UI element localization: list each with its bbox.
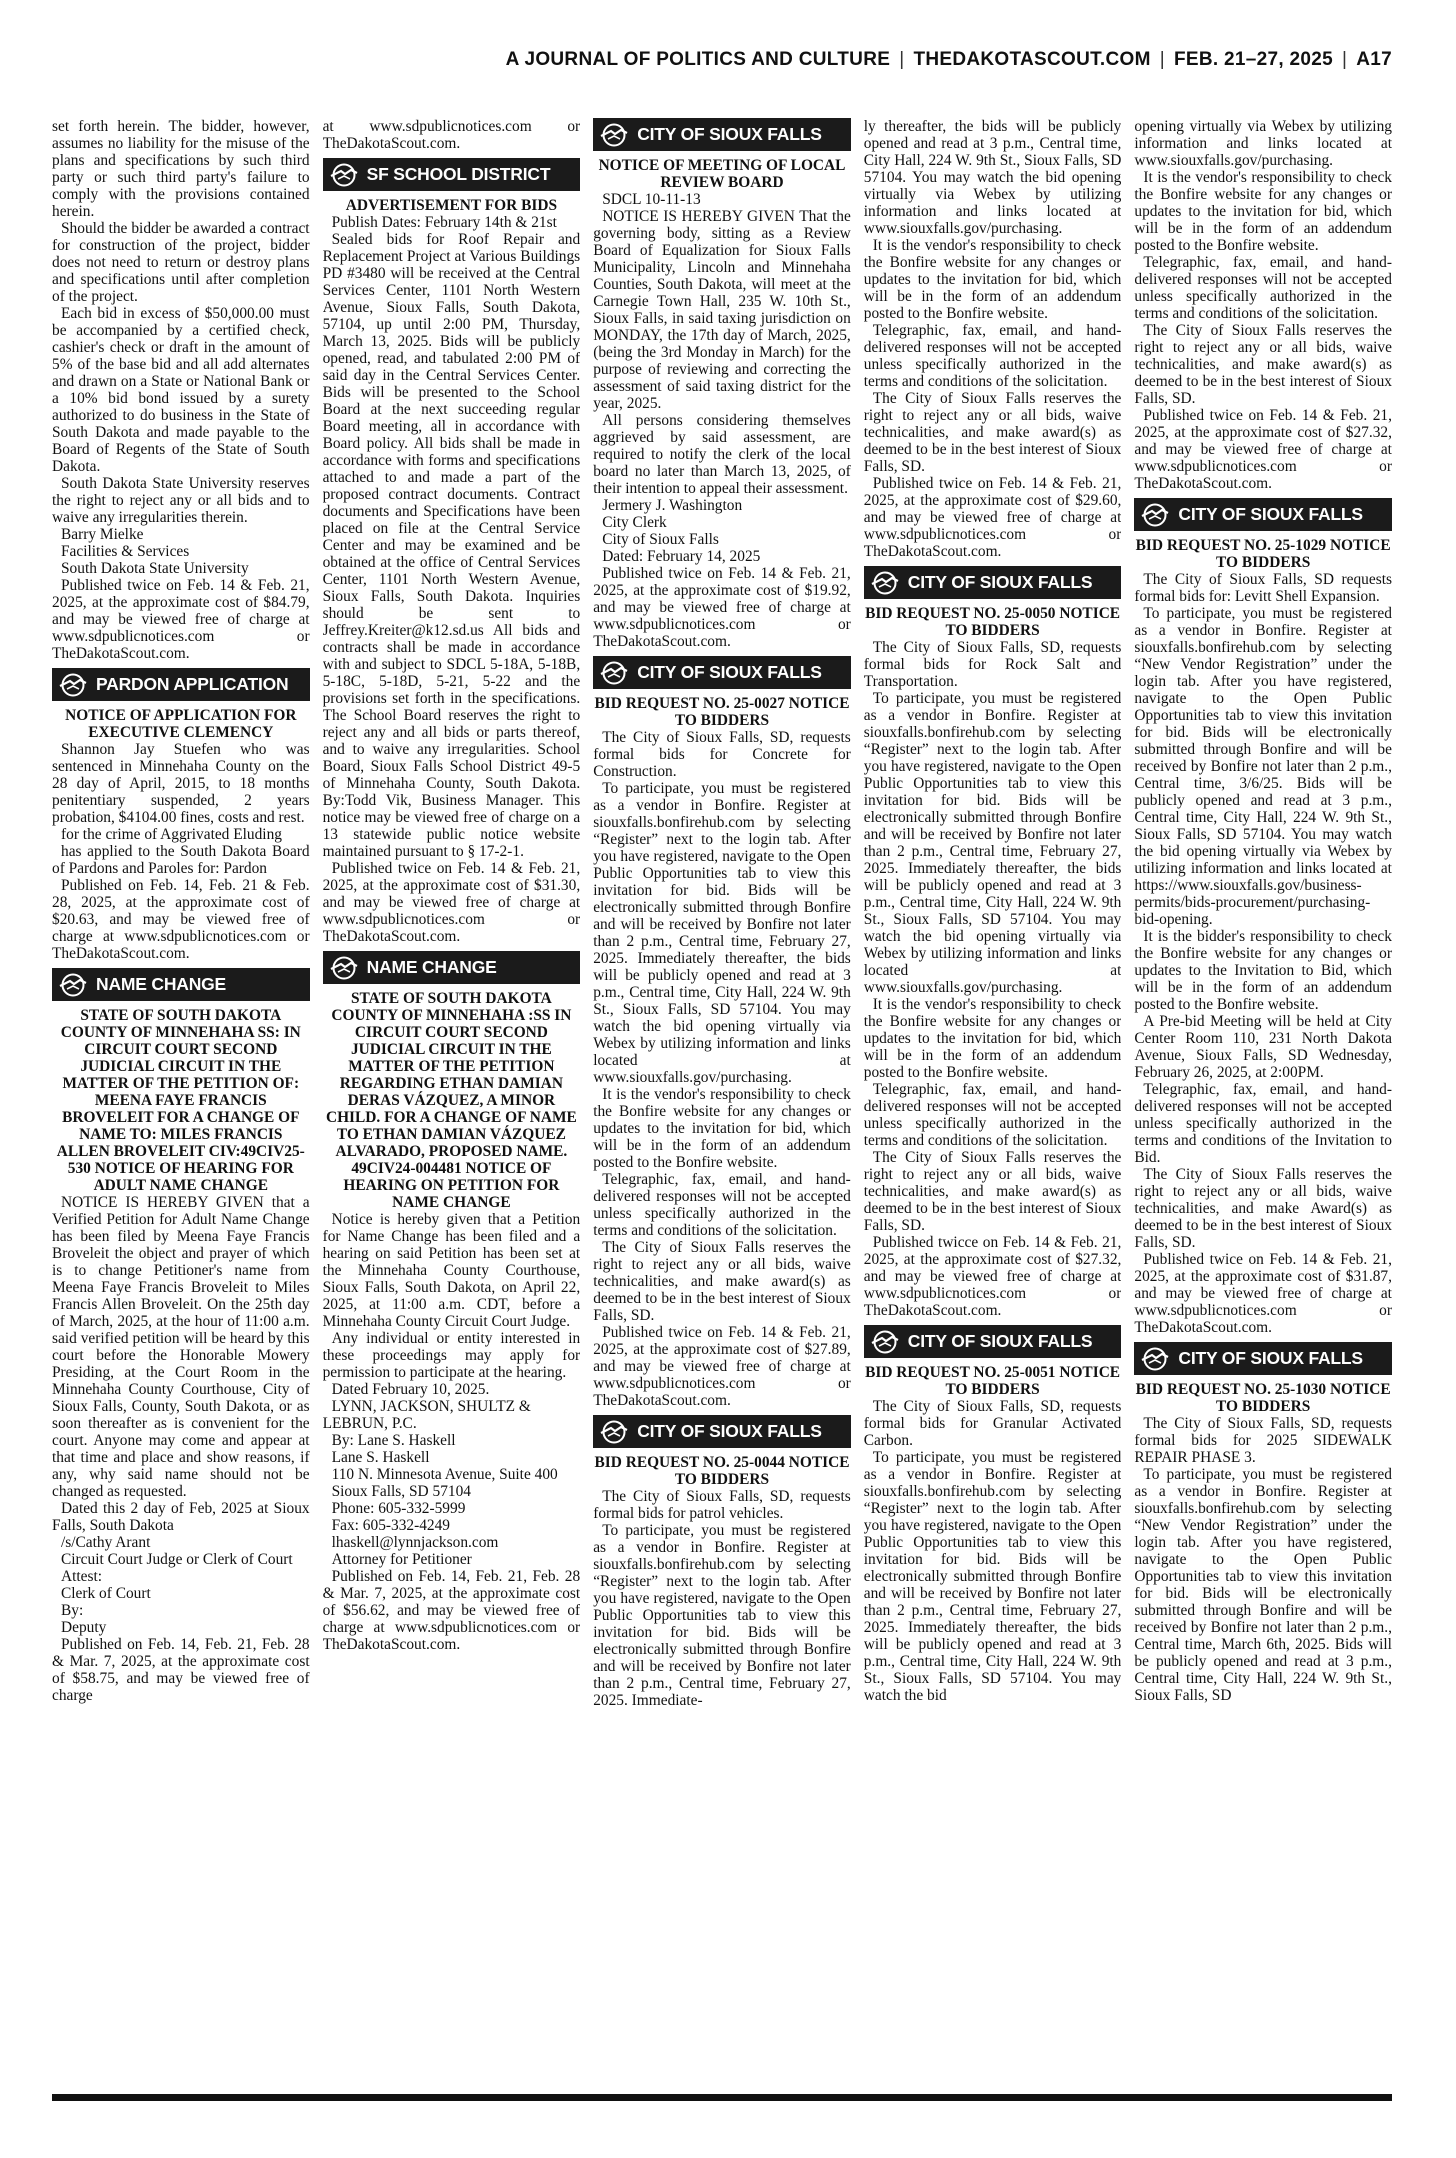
notice-paragraph: opening virtually via Webex by utilizing information and links located at www.siouxfalls.gov/purchasing. bbox=[1134, 118, 1392, 169]
notice-paragraph: The City of Sioux Falls reserves the right to reject any or all bids, waive technicalities, and make Award(s) as deemed to be in the best interest of Sioux Falls, SD. bbox=[1134, 1166, 1392, 1251]
notice-paragraph: Notice is hereby given that a Petition for Name Change has been filed and a hearing on said Petition has been set at the Minnehaha County Courthouse, Sioux Falls, South Dakota, on April 22, 2025, at 11:00 a.m. CDT, before a Minnehaha County Circuit Court Judge. bbox=[322, 1211, 581, 1330]
signature-line: Phone: 605-332-5999 bbox=[331, 1500, 466, 1517]
notice-paragraph: The City of Sioux Falls, SD, requests formal bids for Granular Activated Carbon. bbox=[863, 1398, 1122, 1449]
notice-title: STATE OF SOUTH DAKOTA COUNTY OF MINNEHAHA SS: IN CIRCUIT COURT SECOND JUDICIAL CIRCUIT IN THE MATTER OF THE PETITION OF: MEENA FAYE FRANCIS BROVELEIT FOR A CHANGE OF NAME TO: MILES FRANCIS ALLEN BROVELEIT CIV:49CIV25-530 NOTICE OF HEARING FOR ADULT NAME CHANGE bbox=[56, 1007, 305, 1194]
notice-paragraph: ly thereafter, the bids will be publicly opened and read at 3 p.m., Central time, City Hall, 224 W. 9th St., Sioux Falls, SD 57104. You may watch the bid opening virtually via Webex by utilizing information and links located at www.siouxfalls.gov/purchasing. bbox=[863, 118, 1122, 237]
publication-note: Published on Feb. 14, Feb. 21, Feb. 28 & Mar. 7, 2025, at the approximate cost of $58.75, and may be viewed free of charge bbox=[52, 1636, 310, 1704]
column-2 bbox=[323, 118, 581, 2080]
banner-label: CITY OF SIOUX FALLS bbox=[907, 572, 1093, 592]
notice-paragraph: NOTICE IS HEREBY GIVEN That the governing body, sitting as a Review Board of Equalization for Sioux Falls Municipality, Lincoln and Minnehaha Counties, South Dakota, will meet at the Carnegie Town Hall, 235 W. 10th St., Sioux Falls, in said taxing jurisdiction on MONDAY, the 17th day of March, 2025, (being the 3rd Monday in March) for the purpose of reviewing and correcting the assessment of said taxing district for the year, 2025. bbox=[593, 208, 851, 412]
publication-note: Published twice on Feb. 14 & Feb. 21, 2025, at the approximate cost of $19.92, and may be viewed free of charge at www.sdpublicnotices.com or TheDakotaScout.com. bbox=[593, 565, 851, 650]
section-banner-pardon-application bbox=[52, 668, 310, 701]
signature-line: 110 N. Minnesota Avenue, Suite 400 bbox=[331, 1466, 558, 1483]
site-name[interactable]: THEDAKOTASCOUT.COM bbox=[913, 49, 1151, 70]
notice-paragraph: The City of Sioux Falls, SD, requests formal bids for patrol vehicles. bbox=[593, 1488, 851, 1522]
notice-paragraph: The City of Sioux Falls, SD, requests formal bids for 2025 SIDEWALK REPAIR PHASE 3. bbox=[1134, 1415, 1392, 1466]
notice-paragraph: The City of Sioux Falls reserves the right to reject any or all bids, waive technicalities, and make award(s) as deemed to be in the best interest of Sioux Falls, SD. bbox=[863, 1149, 1122, 1234]
notice-paragraph: To participate, you must be registered as a vendor in Bonfire. Register at siouxfalls.bonfirehub.com by selecting “Register” next to the login tab. After you have registered, navigate to the Open Public Opportunities tab to view this invitation for bid. Bids will be electronically submitted through Bonfire and will be received by Bonfire not later than 2 p.m., Central time, February 27, 2025. Immediately thereafter, the bids will be publicly opened and read at 3 p.m., Central time, City Hall, 224 W. 9th St., Sioux Falls, SD 57104. You may watch the bid opening virtually via Webex by utilizing information and links located at www.siouxfalls.gov/purchasing. bbox=[863, 690, 1122, 996]
notice-paragraph: has applied to the South Dakota Board of Pardons and Paroles for: Pardon bbox=[52, 843, 310, 877]
masthead-separator: | bbox=[1341, 49, 1348, 70]
section-banner-city-of-sioux-falls bbox=[1134, 498, 1392, 531]
scout-logo-icon bbox=[599, 661, 629, 685]
signature-line: By: bbox=[61, 1602, 84, 1619]
masthead bbox=[52, 47, 1392, 73]
signature-line: Jermery J. Washington bbox=[602, 497, 743, 514]
notice-paragraph: Dated this 2 day of Feb, 2025 at Sioux Falls, South Dakota bbox=[52, 1500, 310, 1534]
signature-line: Circuit Court Judge or Clerk of Court bbox=[61, 1551, 293, 1568]
column-4 bbox=[864, 118, 1122, 2080]
signature-line: Dated February 10, 2025. bbox=[331, 1381, 490, 1398]
signature-line: City of Sioux Falls bbox=[602, 531, 719, 548]
banner-label: CITY OF SIOUX FALLS bbox=[1178, 1348, 1363, 1368]
notice-title: BID REQUEST NO. 25-1030 NOTICE TO BIDDERS bbox=[1135, 1381, 1391, 1415]
banner-label: NAME CHANGE bbox=[366, 957, 497, 977]
section-banner-city-of-sioux-falls bbox=[1134, 1342, 1392, 1375]
signature-line: Attest: bbox=[61, 1568, 103, 1585]
notice-paragraph: South Dakota State University reserves the right to reject any or all bids and to waive any irregularities therein. bbox=[52, 475, 310, 526]
signature-line: Barry Mielke bbox=[61, 526, 144, 543]
notice-paragraph: at www.sdpublicnotices.com or TheDakotaScout.com. bbox=[322, 118, 581, 152]
notice-title: BID REQUEST NO. 25-0027 NOTICE TO BIDDERS bbox=[594, 695, 850, 729]
masthead-separator: | bbox=[899, 49, 905, 70]
signature-line: Dated: February 14, 2025 bbox=[602, 548, 761, 565]
section-banner-city-of-sioux-falls bbox=[864, 1325, 1122, 1358]
scout-logo-icon bbox=[329, 163, 359, 187]
signature-line: Clerk of Court bbox=[61, 1585, 151, 1602]
scout-logo-icon bbox=[58, 673, 88, 697]
publication-note: Published twice on Feb. 14 & Feb. 21, 2025, at the approximate cost of $84.79, and may be viewed free of charge at www.sdpublicnotices.com or TheDakotaScout.com. bbox=[52, 577, 310, 662]
masthead-separator: | bbox=[1159, 49, 1165, 70]
banner-label: CITY OF SIOUX FALLS bbox=[1178, 504, 1363, 524]
notice-paragraph: To participate, you must be registered as a vendor in Bonfire. Register at siouxfalls.bonfirehub.com by selecting “Register” next to the login tab. After you have registered, navigate to the Open Public Opportunities tab to view this invitation for bid. Bids will be electronically submitted through Bonfire and will be received by Bonfire not later than 2 p.m., Central time, February 27, 2025. Immediate- bbox=[593, 1522, 851, 1709]
banner-label: CITY OF SIOUX FALLS bbox=[637, 124, 822, 144]
section-banner-name-change bbox=[323, 951, 581, 984]
signature-line: South Dakota State University bbox=[61, 560, 249, 577]
signature-line: Fax: 605-332-4249 bbox=[331, 1517, 451, 1534]
notice-paragraph: The City of Sioux Falls reserves the right to reject any or all bids, waive technicalities, and make award(s) as deemed to be in the best interest of Sioux Falls, SD. bbox=[1134, 322, 1392, 407]
signature-line: /s/Cathy Arant bbox=[61, 1534, 151, 1551]
signature-line: Deputy bbox=[61, 1619, 107, 1636]
banner-label: CITY OF SIOUX FALLS bbox=[907, 1331, 1093, 1351]
notice-paragraph: Telegraphic, fax, email, and hand-delivered responses will not be accepted unless specifically authorized in the terms and conditions of the Invitation to Bid. bbox=[1134, 1081, 1392, 1166]
notice-paragraph: It is the vendor's responsibility to check the Bonfire website for any changes or updates to the invitation for bid, which will be in the form of an addendum posted to the Bonfire website. bbox=[1134, 169, 1392, 254]
notice-paragraph: Telegraphic, fax, email, and hand-delivered responses will not be accepted unless specifically authorized in the terms and conditions of the solicitation. bbox=[863, 1081, 1122, 1149]
section-banner-city-of-sioux-falls bbox=[593, 1415, 851, 1448]
page-number: A17 bbox=[1356, 49, 1392, 70]
notice-paragraph: NOTICE IS HEREBY GIVEN that a Verified Petition for Adult Name Change has been filed by Meena Faye Francis Broveleit the object and prayer of which is to change Petitioner's name from Meena Faye Francis Broveleit to Miles Francis Allen Broveleit. On the 25th day of March, 2025, at the hour of 11:00 a.m. said verified petition will be heard by this court before the Honorable Mowery Presiding, at the Court Room in the Minnehaha County Courthouse, City of Sioux Falls, County, South Dakota, or as soon thereafter as is convenient for the court. Anyone may come and appear at that time and place and show reasons, if any, why said name should not be changed as requested. bbox=[52, 1194, 310, 1500]
notice-paragraph: Telegraphic, fax, email, and hand-delivered responses will not be accepted unless specifically authorized in the terms and conditions of the solicitation. bbox=[1134, 254, 1392, 322]
publication-note: Published twice on Feb. 14 & Feb. 21, 2025, at the approximate cost of $31.87, and may be viewed free of charge at www.sdpublicnotices.com or TheDakotaScout.com. bbox=[1134, 1251, 1392, 1336]
notice-paragraph: set forth herein. The bidder, however, assumes no liability for the misuse of the plans and specifications by such third party or such third party's failure to comply with the provisions contained herein. bbox=[52, 118, 310, 220]
bottom-rule bbox=[52, 2094, 1392, 2101]
publication-note: Published twice on Feb. 14 & Feb. 21, 2025, at the approximate cost of $27.89, and may be viewed free of charge at www.sdpublicnotices.com or TheDakotaScout.com. bbox=[593, 1324, 851, 1409]
publication-note: Published on Feb. 14, Feb. 21, Feb. 28 & Mar. 7, 2025, at the approximate cost of $56.62, and may be viewed free of charge at www.sdpublicnotices.com or TheDakotaScout.com. bbox=[322, 1568, 581, 1653]
column-5 bbox=[1134, 118, 1392, 2080]
scout-logo-icon bbox=[1140, 503, 1170, 527]
notice-paragraph: It is the vendor's responsibility to check the Bonfire website for any changes or updates to the invitation for bid, which will be in the form of an addendum posted to the Bonfire website. bbox=[863, 237, 1122, 322]
signature-line: Attorney for Petitioner bbox=[331, 1551, 472, 1568]
scout-logo-icon bbox=[870, 571, 900, 595]
signature-line: Facilities & Services bbox=[61, 543, 190, 560]
notice-paragraph: To participate, you must be registered as a vendor in Bonfire. Register at siouxfalls.bonfirehub.com by selecting “New Vendor Registration” under the login tab. After you have registered, navigate to the Open Public Opportunities tab to view this invitation for bid. Bids will be electronically submitted through Bonfire and will be received by Bonfire not later than 2 p.m., Central time, March 6th, 2025. Bids will be publicly opened and read at 3 p.m., Central time, City Hall, 224 W. 9th St., Sioux Falls, SD bbox=[1134, 1466, 1392, 1704]
section-banner-city-of-sioux-falls bbox=[593, 118, 851, 151]
notice-title: ADVERTISEMENT FOR BIDS bbox=[345, 197, 558, 214]
notice-paragraph: Any individual or entity interested in these proceedings may apply for permission to participate at the hearing. bbox=[322, 1330, 581, 1381]
notice-paragraph: Telegraphic, fax, email, and hand-delivered responses will not be accepted unless specifically authorized in the terms and conditions of the solicitation. bbox=[593, 1171, 851, 1239]
notice-paragraph: Should the bidder be awarded a contract for construction of the project, bidder does not need to return or destroy plans and specifications until after completion of the project. bbox=[52, 220, 310, 305]
notice-paragraph: A Pre-bid Meeting will be held at City Center Room 110, 231 North Dakota Avenue, Sioux Falls, SD Wednesday, February 26, 2025, at 2:00PM. bbox=[1134, 1013, 1392, 1081]
notice-paragraph: To participate, you must be registered as a vendor in Bonfire. Register at siouxfalls.bonfirehub.com by selecting “Register” next to the login tab. After you have registered, navigate to the Open Public Opportunities tab to view this invitation for bid. Bids will be electronically submitted through Bonfire and will be received by Bonfire not later than 2 p.m., Central time, February 27, 2025. Immediately thereafter, the bids will be publicly opened and read at 3 p.m., Central time, City Hall, 224 W. 9th St., Sioux Falls, SD 57104. You may watch the bid opening virtually via Webex by utilizing information and links located at www.siouxfalls.gov/purchasing. bbox=[593, 780, 851, 1086]
scout-logo-icon bbox=[329, 956, 359, 980]
notice-paragraph: Publish Dates: February 14th & 21st bbox=[331, 214, 557, 231]
signature-line: By: Lane S. Haskell bbox=[331, 1432, 456, 1449]
notice-paragraph: Sealed bids for Roof Repair and Replacement Project at Various Buildings PD #3480 will be received at the Central Services Center, 1101 North Western Avenue, Sioux Falls, South Dakota, 57104, up until 2:00 PM, Thursday, March 13, 2025. Bids will be publicly opened, read, and tabulated 2:00 PM of said day in the Central Services Center. Bids will be presented to the School Board at the next succeeding regular Board meeting, all in accordance with Board policy. All bids shall be made in accordance with forms and specifications attached to and made a part of the proposed contract documents. Contract documents and Specifications have been placed on file at the Central Service Center and may be examined and be obtained at the office of Central Services Center, 1101 North Western Avenue, Sioux Falls, South Dakota. Inquiries should be sent to Jeffrey.Kreiter@k12.sd.us All bids and contracts shall be made in accordance with and subject to SDCL 5-18A, 5-18B, 5-18C, 5-18D, 5-21, 5-22 and the provisions set forth in the specifications. The School Board reserves the right to reject any and all bids or parts thereof, and to waive any irregularities. School Board, Sioux Falls School District 49-5 of Minnehaha County, South Dakota. By:Todd Vik, Business Manager. This notice may be viewed free of charge on a 13 statewide public notice website maintained pursuant to § 17-2-1. bbox=[322, 231, 581, 860]
banner-label: SF SCHOOL DISTRICT bbox=[366, 164, 551, 184]
notice-paragraph: To participate, you must be registered as a vendor in Bonfire. Register at siouxfalls.bonfirehub.com by selecting “Register” next to the login tab. After you have registered, navigate to the Open Public Opportunities tab to view this invitation for bid. Bids will be electronically submitted through Bonfire and will be received by Bonfire not later than 2 p.m., Central time, February 27, 2025. Immediately thereafter, the bids will be publicly opened and read at 3 p.m., Central time, City Hall, 224 W. 9th St., Sioux Falls, SD 57104. You may watch the bid bbox=[863, 1449, 1122, 1704]
scout-logo-icon bbox=[58, 973, 88, 997]
notice-title: BID REQUEST NO. 25-1029 NOTICE TO BIDDERS bbox=[1135, 537, 1391, 571]
scout-logo-icon bbox=[1140, 1347, 1170, 1371]
signature-line: City Clerk bbox=[602, 514, 667, 531]
signature-line: Sioux Falls, SD 57104 bbox=[331, 1483, 471, 1500]
notice-title: NOTICE OF MEETING OF LOCAL REVIEW BOARD bbox=[598, 157, 846, 191]
banner-label: NAME CHANGE bbox=[96, 974, 227, 994]
section-banner-sf-school-district bbox=[323, 158, 581, 191]
publication-note: Published on Feb. 14, Feb. 21 & Feb. 28, 2025, at the approximate cost of $20.63, and may be viewed free of charge at www.sdpublicnotices.com or TheDakotaScout.com. bbox=[52, 877, 310, 962]
publication-tagline: A JOURNAL OF POLITICS AND CULTURE bbox=[505, 49, 891, 70]
section-banner-name-change bbox=[52, 968, 310, 1001]
notice-paragraph: Each bid in excess of $50,000.00 must be accompanied by a certified check, cashier's check or draft in the amount of 5% of the base bid and all add alternates and drawn on a State or National Bank or a 10% bid bond issued by a surety authorized to do business in the State of South Dakota and made payable to the Board of Regents of the State of South Dakota. bbox=[52, 305, 310, 475]
notice-paragraph: Telegraphic, fax, email, and hand-delivered responses will not be accepted unless specifically authorized in the terms and conditions of the solicitation. bbox=[863, 322, 1122, 390]
publication-note: Published twice on Feb. 14 & Feb. 21, 2025, at the approximate cost of $27.32, and may be viewed free of charge at www.sdpublicnotices.com or TheDakotaScout.com. bbox=[1134, 407, 1392, 492]
scout-logo-icon bbox=[599, 1420, 629, 1444]
notice-paragraph: The City of Sioux Falls, SD requests formal bids for: Levitt Shell Expansion. bbox=[1134, 571, 1392, 605]
notice-paragraph: To participate, you must be registered as a vendor in Bonfire. Register at siouxfalls.bonfirehub.com by selecting “New Vendor Registration” under the login tab. After you have registered, navigate to the Open Public Opportunities tab to view this invitation for bid. Bids will be electronically submitted through Bonfire and will be received by Bonfire not later than 2 p.m., Central time, 3/6/25. Bids will be publicly opened and read at 3 p.m., Central time, City Hall, 224 W. 9th St., Sioux Falls, SD 57104. You may watch the bid opening virtually via Webex by utilizing information and links located at https://www.siouxfalls.gov/business-permits/bids-procurement/purchasing-bid-opening. bbox=[1134, 605, 1392, 928]
banner-label: CITY OF SIOUX FALLS bbox=[637, 662, 822, 682]
issue-date: FEB. 21–27, 2025 bbox=[1173, 49, 1333, 70]
scout-logo-icon bbox=[599, 123, 629, 147]
notice-title: BID REQUEST NO. 25-0050 NOTICE TO BIDDERS bbox=[865, 605, 1121, 639]
notice-paragraph: All persons considering themselves aggrieved by said assessment, are required to notify the clerk of the local board no later than March 13, 2025, of their intention to appeal their assessment. bbox=[593, 412, 851, 497]
notice-paragraph: The City of Sioux Falls, SD, requests formal bids for Concrete for Construction. bbox=[593, 729, 851, 780]
notice-title: NOTICE OF APPLICATION FOR EXECUTIVE CLEMENCY bbox=[65, 707, 297, 741]
notice-title: STATE OF SOUTH DAKOTA COUNTY OF MINNEHAHA :SS IN CIRCUIT COURT SECOND JUDICIAL CIRCUIT IN THE MATTER OF THE PETITION REGARDING ETHAN DAMIAN DERAS VÁZQUEZ, A MINOR CHILD. FOR A CHANGE OF NAME TO ETHAN DAMIAN VÁZQUEZ ALVARADO, PROPOSED NAME. 49CIV24-004481 NOTICE OF HEARING ON PETITION FOR NAME CHANGE bbox=[325, 990, 577, 1211]
publication-note: Published twice on Feb. 14 & Feb. 21, 2025, at the approximate cost of $31.30, and may be viewed free of charge at www.sdpublicnotices.com or TheDakotaScout.com. bbox=[322, 860, 581, 945]
notice-paragraph: SDCL 10-11-13 bbox=[602, 191, 701, 208]
publication-note: Published twicce on Feb. 14 & Feb. 21, 2025, at the approximate cost of $27.32, and may be viewed free of charge at www.sdpublicnotices.com or TheDakotaScout.com. bbox=[863, 1234, 1122, 1319]
notice-paragraph: The City of Sioux Falls reserves the right to reject any or all bids, waive technicalities, and make award(s) as deemed to be in the best interest of Sioux Falls, SD. bbox=[593, 1239, 851, 1324]
signature-line: Lane S. Haskell bbox=[331, 1449, 430, 1466]
section-banner-city-of-sioux-falls bbox=[593, 656, 851, 689]
column-1 bbox=[52, 118, 310, 2080]
notice-paragraph: Shannon Jay Stuefen who was sentenced in Minnehaha County on the 28 day of April, 2015, to 18 months penitentiary suspended, 2 years probation, $4104.00 fines, costs and rest. bbox=[52, 741, 310, 826]
signature-line: lhaskell@lynnjackson.com bbox=[331, 1534, 499, 1551]
notice-title: BID REQUEST NO. 25-0044 NOTICE TO BIDDERS bbox=[594, 1454, 850, 1488]
publication-note: Published twice on Feb. 14 & Feb. 21, 2025, at the approximate cost of $29.60, and may be viewed free of charge at www.sdpublicnotices.com or TheDakotaScout.com. bbox=[863, 475, 1122, 560]
notice-paragraph: The City of Sioux Falls, SD, requests formal bids for Rock Salt and Transportation. bbox=[863, 639, 1122, 690]
section-banner-city-of-sioux-falls bbox=[864, 566, 1122, 599]
banner-label: PARDON APPLICATION bbox=[96, 674, 289, 694]
notice-paragraph: It is the bidder's responsibility to check the Bonfire website for any changes or updates to the Invitation to Bid, which will be in the form of an addendum posted to the Bonfire website. bbox=[1134, 928, 1392, 1013]
notice-paragraph: It is the vendor's responsibility to check the Bonfire website for any changes or updates to the invitation for bid, which will be in the form of an addendum posted to the Bonfire website. bbox=[593, 1086, 851, 1171]
scout-logo-icon bbox=[870, 1330, 900, 1354]
signature-line: LYNN, JACKSON, SHULTZ & LEBRUN, P.C. bbox=[322, 1398, 531, 1432]
notice-paragraph: for the crime of Aggrivated Eluding bbox=[61, 826, 282, 843]
banner-label: CITY OF SIOUX FALLS bbox=[637, 1421, 822, 1441]
notice-paragraph: The City of Sioux Falls reserves the right to reject any or all bids, waive technicalities, and make award(s) as deemed to be in the best interest of Sioux Falls, SD. bbox=[863, 390, 1122, 475]
notice-paragraph: It is the vendor's responsibility to check the Bonfire website for any changes or updates to the invitation for bid, which will be in the form of an addendum posted to the Bonfire website. bbox=[863, 996, 1122, 1081]
legal-notices-columns bbox=[52, 118, 1392, 2080]
column-3 bbox=[593, 118, 851, 2080]
notice-title: BID REQUEST NO. 25-0051 NOTICE TO BIDDERS bbox=[865, 1364, 1121, 1398]
